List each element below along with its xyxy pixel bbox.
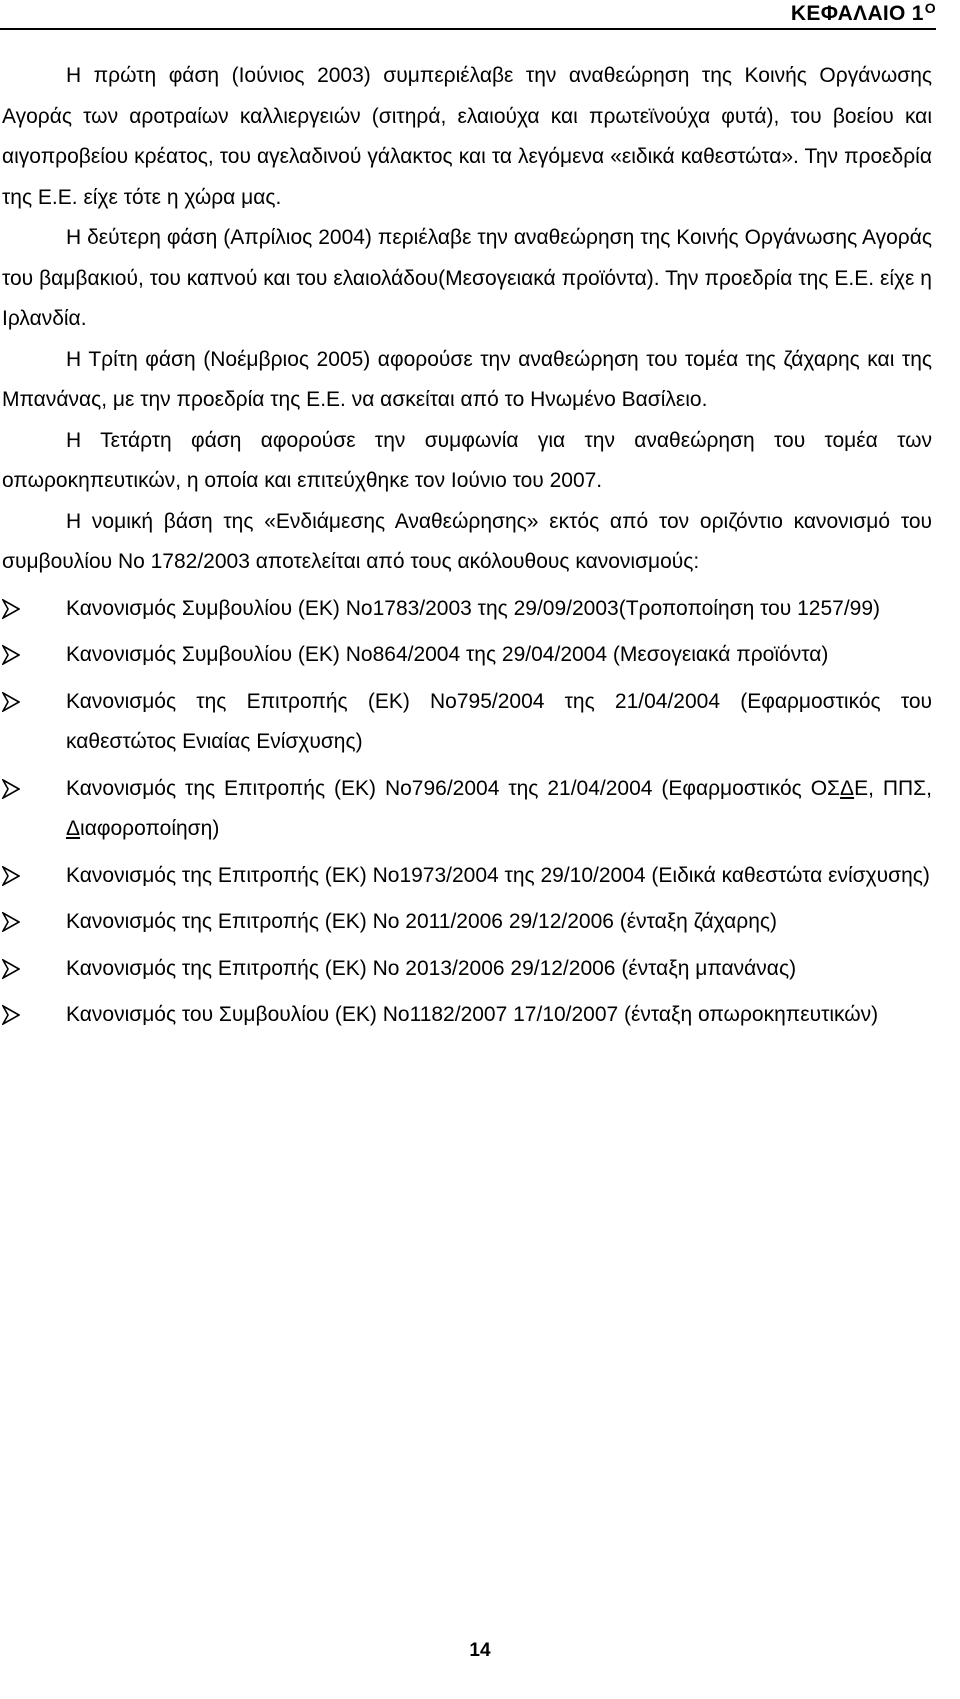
page-number: 14 <box>469 1640 491 1661</box>
arrowhead-bullet-icon <box>2 959 20 979</box>
arrowhead-bullet-icon <box>2 692 20 712</box>
regulation-text: Κανονισμός του Συμβουλίου (ΕΚ) Νο1182/2007 17/10/2007 (ένταξη οπωροκηπευτικών) <box>66 1003 879 1026</box>
underlined-letter: Δ <box>840 776 855 800</box>
arrowhead-bullet-icon <box>2 779 20 799</box>
regulation-text: Κανονισμός της Επιτροπής (ΕΚ) Νο796/2004 της 21/04/2004 (Εφαρμοστικός ΟΣ <box>66 776 841 800</box>
chapter-title: ΚΕΦΑΛΑΙΟ 1 <box>790 2 924 25</box>
header-rule <box>0 28 936 30</box>
paragraph-phase-2: Η δεύτερη φάση (Απρίλιος 2004) περιέλαβε την αναθεώρηση της Κοινής Οργάνωσης Αγοράς του βαμβακιού, του καπνού και του ελαιολάδου(Μεσογειακά προϊόντα). Την προεδρία της Ε.Ε. είχε η Ιρλανδία. <box>2 226 932 330</box>
regulation-text: Κανονισμός Συμβουλίου (ΕΚ) Νο864/2004 της 29/04/2004 (Μεσογειακά προϊόντα) <box>66 643 829 666</box>
regulation-list <box>2 589 932 1036</box>
regulation-text: Κανονισμός Συμβουλίου (ΕΚ) Νο1783/2003 της 29/09/2003(Τροποποίηση του 1257/99) <box>66 596 881 620</box>
arrowhead-bullet-icon <box>2 912 20 932</box>
chapter-header <box>0 2 936 26</box>
arrowhead-bullet-icon <box>2 645 20 665</box>
list-item <box>2 856 932 897</box>
paragraph-phase-1: Η πρώτη φάση (Ιούνιος 2003) συμπεριέλαβε την αναθεώρηση της Κοινής Οργάνωσης Αγοράς των αροτραίων καλλιεργειών (σιτηρά, ελαιούχα και πρωτεϊνούχα φυτά), του βοείου και αιγοπροβείου κρέατος, του αγελαδινού γάλακτος και τα λεγόμενα «ειδικά καθεστώτα». Την προεδρία της Ε.Ε. είχε τότε η χώρα μας. <box>2 64 932 209</box>
list-item <box>2 902 932 943</box>
underlined-letter: Δ <box>66 817 81 840</box>
regulation-text: Κανονισμός της Επιτροπής (ΕΚ) Νο 2011/2006 29/12/2006 (ένταξη ζάχαρης) <box>66 910 778 933</box>
list-item <box>2 589 932 630</box>
arrowhead-bullet-icon <box>2 599 20 619</box>
regulation-text: Κανονισμός της Επιτροπής (ΕΚ) Νο795/2004 της 21/04/2004 (Εφαρμοστικός του καθεστώτος Ενιαίας Ενίσχυσης) <box>66 689 932 753</box>
arrowhead-bullet-icon <box>2 866 20 886</box>
list-item <box>2 949 932 990</box>
paragraph-phase-4: Η Τετάρτη φάση αφορούσε την συμφωνία για την αναθεώρηση του τομέα των οπωροκηπευτικών, η οποία και επιτεύχθηκε τον Ιούνιο του 2007. <box>2 428 932 492</box>
regulation-text: Κανονισμός της Επιτροπής (ΕΚ) Νο1973/2004 της 29/10/2004 (Ειδικά καθεστώτα ενίσχυσης) <box>66 863 930 887</box>
paragraph-legal-basis: Η νομική βάση της «Ενδιάμεσης Αναθεώρησης» εκτός από τον οριζόντιο κανονισμό του συμβουλίου Νο 1782/2003 αποτελείται από τους ακόλουθους κανονισμούς: <box>2 509 932 573</box>
regulation-text-continued: Ε, ΠΠΣ, <box>854 776 932 800</box>
chapter-ordinal-superscript: Ο <box>924 0 936 16</box>
paragraph-phase-3: Η Τρίτη φάση (Νοέμβριος 2005) αφορούσε την αναθεώρηση του τομέα της ζάχαρης και της Μπανάνας, με την προεδρία της Ε.Ε. να ασκείται από το Ηνωμένο Βασίλειο. <box>2 347 932 411</box>
list-item <box>2 682 932 763</box>
regulation-text: Κανονισμός της Επιτροπής (ΕΚ) Νο 2013/2006 29/12/2006 (ένταξη μπανάνας) <box>66 956 797 980</box>
arrowhead-bullet-icon <box>2 1005 20 1025</box>
regulation-text-end: ιαφοροποίηση) <box>80 817 220 840</box>
list-item <box>2 635 932 676</box>
list-item <box>2 769 932 850</box>
list-item <box>2 995 932 1036</box>
page-body <box>2 56 932 1036</box>
